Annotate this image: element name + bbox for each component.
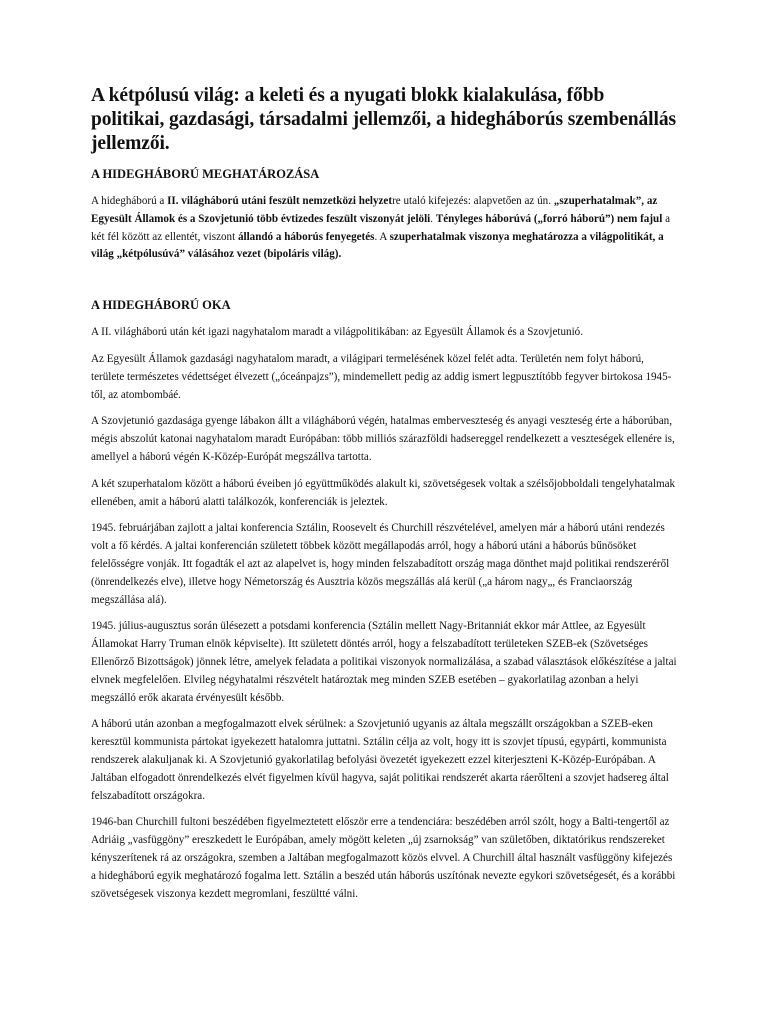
- cause-paragraph: A Szovjetunió gazdasága gyenge lábakon állt a világháború végén, hatalmas emberveszteség és anyagi veszteség érte a háborúban, mégis abszolút katonai nagyhatalom maradt Európában: több milliós szárazföldi hadsereggel rendelkezett a veszteségek ellenére is, amellyel a háború végén K-Közép-Európát megszállva tartotta.: [91, 415, 675, 463]
- definition-emphasis-5: szuperhatalmak viszonya meghatározza a világpolitikát, a világ „kétpólusúvá” válásához vezet (bipoláris világ).: [91, 230, 664, 261]
- definition-emphasis-2: „szuperhatalmak”, az Egyesült Államok és a Szovjetunió több évtizedes feszült viszonyát jelöli: [91, 195, 658, 225]
- cause-paragraph: A II. világháború után két igazi nagyhatalom maradt a világpolitikában: az Egyesült Államok és a Szovjetunió.: [91, 326, 583, 339]
- cause-paragraph: 1946-ban Churchill fultoni beszédében figyelmeztetett először erre a tendenciára: beszédében arról szólt, hogy a Balti-tengertől az Adriáig „vasfüggöny” ereszkedett le Európában, amely mögött keleten „új zsarnokság” van születőben, diktatórikus rendszereket kényszerítenek rá az országokra, szemben a Jaltában megfogalmazott közös elvvel. A Churchill által használt vasfüggöny kifejezés a hidegháború egyik meghatározó fogalma lett. Sztálin a beszéd után háborús uszítónak nevezte egykori szövetségesét, és a korábbi szövetségesek viszonya kezdett megromlani, feszültté válni.: [91, 816, 676, 900]
- definition-text-3: .: [430, 212, 436, 225]
- document-page: [91, 84, 677, 912]
- document-title: A kétpólusú világ: a keleti és a nyugati blokk kialakulása, főbb politikai, gazdasági, társadalmi jellemzői, a hidegháborús szembenállás jellemzői.: [91, 85, 676, 154]
- definition-emphasis-3: Tényleges háborúvá („forró háború”) nem fajul: [435, 212, 663, 225]
- cause-paragraph: Az Egyesült Államok gazdasági nagyhatalom maradt, a világipari termelésének közel felét adta. Területén nem folyt háború, területe természetes védettséget élvezett („óceánpajzs”), mindemellett pedig az addig ismert legpusztítóbb fegyver birtokosa 1945-től, az atombombáé.: [91, 352, 672, 401]
- definition-text-4: a két fél között az ellentét, viszont: [91, 212, 671, 243]
- cause-paragraph: 1945. július-augusztus során ülésezett a potsdami konferencia (Sztálin mellett Nagy-Britanniát ekkor már Attlee, az Egyesült Államokat Harry Truman elnök képviselte). Itt született döntés arról, hogy a felszabadított területeken SZEB-ek (Szövetséges Ellenőrző Bizottságok) jönnek létre, amelyek feladata a politikai viszonyok normalizálása, a szabad választások előkészítése a jaltai elvnek megfelelően. Elvileg négyhatalmi részvételt határoztak meg minden SZEB esetében – gyakorlatilag azonban a helyi megszálló erők akarata érvényesült később.: [91, 620, 677, 704]
- definition-text-2: re utaló kifejezés: alapvetően az ún.: [392, 195, 554, 207]
- definition-emphasis-1: II. világháború utáni feszült nemzetközi helyzet: [167, 195, 393, 207]
- section-heading-cause: A HIDEGHÁBORÚ OKA: [91, 298, 231, 313]
- definition-text-5: . A: [374, 230, 390, 243]
- section-heading-definition: A HIDEGHÁBORÚ MEGHATÁROZÁSA: [91, 167, 320, 181]
- cause-paragraph: 1945. februárjában zajlott a jaltai konferencia Sztálin, Roosevelt és Churchill részvételével, amelyen már a háború utáni rendezés volt a fő kérdés. A jaltai konferencián született többek között megállapodás arról, hogy a háború utáni a háborús bűnösöket felelősségre vonják. Itt fogadták el azt az alapelvet is, hogy minden felszabadított ország maga dönthet majd politikai rendszeréről (önrendelkezés elve), illetve hogy Németország és Ausztria közös megszállás alá kerül („a három nagy„, és Franciaország megszállása alá).: [91, 522, 670, 606]
- definition-emphasis-4: állandó a háborús fenyegetés: [237, 230, 375, 243]
- definition-paragraph: [91, 193, 677, 264]
- definition-text-1: A hidegháború a: [91, 195, 168, 207]
- cause-paragraph: A háború után azonban a megfogalmazott elvek sérülnek: a Szovjetunió ugyanis az általa megszállt országokban a SZEB-eken keresztül kommunista pártokat igyekezett hatalomra juttatni. Sztálin célja az volt, hogy itt is szovjet típusú, egypárti, kommunista rendszerek alakuljanak ki. A Szovjetunió gyakorlatilag befolyási övezetét igyekezett ezzel kiterjeszteni K-Közép-Európában. A Jaltában elfogadott önrendelkezés elvét figyelmen kívül hagyva, saját politikai rendszerét akarta ráerőlteni a szovjet hadsereg által felszabadított országokra.: [91, 718, 669, 802]
- cause-paragraph: A két szuperhatalom között a háború éveiben jó együttműködés alakult ki, szövetségesek voltak a szélsőjobboldali tengelyhatalmak ellenében, amit a háború alatti találkozók, konferenciák is jeleztek.: [91, 477, 676, 508]
- section-spacer: [91, 273, 677, 297]
